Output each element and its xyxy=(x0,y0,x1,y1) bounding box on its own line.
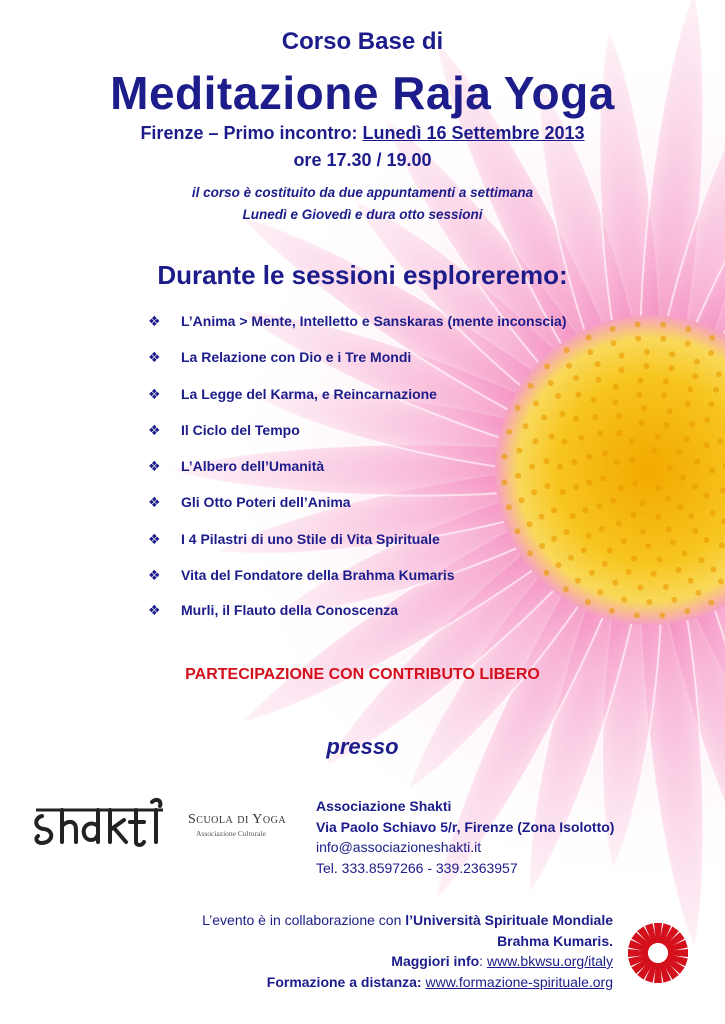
flower-stamen xyxy=(560,489,566,495)
flower-stamen xyxy=(555,393,561,399)
flower-stamen xyxy=(571,459,577,465)
flower-stamen xyxy=(506,429,512,435)
flower-stamen xyxy=(562,439,568,445)
flower-stamen xyxy=(708,350,714,356)
flower-stamen xyxy=(575,578,581,584)
flower-stamen xyxy=(668,365,674,371)
flower-stamen xyxy=(573,416,579,422)
flower-stamen xyxy=(687,387,693,393)
flower-stamen xyxy=(587,349,593,355)
flower-stamen xyxy=(614,459,620,465)
flower-stamen xyxy=(713,387,719,393)
topic-item: ❖ Il Ciclo del Tempo xyxy=(148,422,300,438)
flower-stamen xyxy=(595,361,601,367)
footer-block xyxy=(202,910,613,992)
flower-stamen xyxy=(666,526,672,532)
topic-item: ❖ Gli Otto Poteri dell’Anima xyxy=(148,494,351,510)
school-subtitle: Associazione Culturale xyxy=(196,829,266,838)
flower-stamen xyxy=(631,556,637,562)
flower-stamen xyxy=(626,569,632,575)
flower-stamen xyxy=(667,408,673,414)
flower-stamen xyxy=(564,347,570,353)
flower-stamen xyxy=(680,475,686,481)
flower-stamen xyxy=(515,405,521,411)
flower-stamen xyxy=(581,547,587,553)
flower-stamen xyxy=(531,489,537,495)
date-line xyxy=(0,123,725,144)
flower-stamen xyxy=(611,340,617,346)
flower-stamen xyxy=(599,526,605,532)
flower-stamen xyxy=(515,473,521,479)
flower-stamen xyxy=(582,507,588,513)
flower-stamen xyxy=(519,497,525,503)
flower-stamen xyxy=(589,570,595,576)
flower-stamen xyxy=(539,543,545,549)
topic-item: ❖ La Legge del Karma, e Reincarnazione xyxy=(148,385,437,402)
flower-stamen xyxy=(578,435,584,441)
flower-stamen xyxy=(610,498,616,504)
flower-stamen xyxy=(685,401,691,407)
flower-stamen xyxy=(502,479,508,485)
diamond-bullet-icon: ❖ xyxy=(148,313,161,329)
flower-stamen xyxy=(596,377,602,383)
flower-stamen xyxy=(563,586,569,592)
diamond-bullet-icon: ❖ xyxy=(148,602,161,618)
flower-stamen xyxy=(640,529,646,535)
flower-stamen xyxy=(559,411,565,417)
collaboration-org-line: Brahma Kumaris. xyxy=(497,932,613,949)
flower-stamen xyxy=(591,397,597,403)
flower-stamen xyxy=(646,599,652,605)
flower-stamen xyxy=(629,438,635,444)
topic-item: ❖ L’Albero dell’Umanità xyxy=(148,458,325,474)
flower-stamen xyxy=(663,378,669,384)
flower-stamen xyxy=(602,561,608,567)
flower-stamen xyxy=(527,521,533,527)
flower-stamen xyxy=(689,421,695,427)
flower-stamen xyxy=(670,539,676,545)
flower-stamen xyxy=(685,341,691,347)
flower-stamen xyxy=(619,367,625,373)
flower-stamen xyxy=(551,507,557,513)
flower-stamen xyxy=(636,392,642,398)
diamond-bullet-icon: ❖ xyxy=(148,530,161,547)
time-line: ore 17.30 / 19.00 xyxy=(293,150,432,170)
school-name: Scuola di Yoga xyxy=(188,812,287,827)
schedule-note-line2: Lunedì e Giovedì e dura otto sessioni xyxy=(242,207,483,222)
flower-stamen xyxy=(657,557,663,563)
flower-stamen xyxy=(586,533,592,539)
flower-stamen xyxy=(609,608,615,614)
flower-stamen xyxy=(527,550,533,556)
flower-stamen xyxy=(637,378,643,384)
distance-line: Formazione a distanza: www.formazione-spirituale.org xyxy=(266,973,613,990)
flower-stamen xyxy=(548,380,554,386)
flower-stamen xyxy=(719,542,725,548)
flower-stamen xyxy=(602,450,608,456)
flower-stamen xyxy=(566,363,572,369)
flower-stamen xyxy=(708,600,714,606)
contribution-notice: PARTECIPAZIONE CON CONTRIBUTO LIBERO xyxy=(185,666,540,683)
flower-stamen xyxy=(555,562,561,568)
distance-link[interactable]: www.formazione-spirituale.org xyxy=(425,973,613,990)
collaboration-line: L’evento è in collaborazione con l’Università Spirituale Mondiale xyxy=(202,912,613,928)
flower-stamen xyxy=(639,500,645,506)
flower-stamen xyxy=(710,510,716,516)
flower-stamen xyxy=(612,399,618,405)
venue-phone: Tel. 333.8597266 - 339.2363957 xyxy=(316,859,518,876)
date-value: Lunedì 16 Settembre 2013 xyxy=(362,123,585,143)
diamond-bullet-icon: ❖ xyxy=(148,349,161,365)
flower-stamen xyxy=(635,322,641,328)
page-title: Meditazione Raja Yoga xyxy=(110,67,615,119)
flower-stamen xyxy=(568,555,574,561)
diamond-bullet-icon: ❖ xyxy=(148,494,161,510)
flower-stamen xyxy=(663,584,669,590)
info-line: Maggiori info: www.bkwsu.org/italy xyxy=(391,953,613,969)
flower-stamen xyxy=(704,442,710,448)
topic-item: ❖ La Relazione con Dio e i Tre Mondi xyxy=(148,349,412,365)
flower-stamen xyxy=(610,326,616,332)
flower-stamen xyxy=(616,521,622,527)
flower-stamen xyxy=(573,375,579,381)
flower-stamen xyxy=(675,567,681,573)
date-prefix: Firenze – Primo incontro: xyxy=(140,123,363,143)
schedule-note-line1: il corso è costituito da due appuntamenti a settimana xyxy=(191,185,534,200)
flower-stamen xyxy=(709,335,715,341)
flower-stamen xyxy=(621,538,627,544)
flower-stamen xyxy=(586,454,592,460)
flower-stamen xyxy=(541,415,547,421)
flower-stamen xyxy=(544,363,550,369)
flower-stamen xyxy=(644,349,650,355)
flower-stamen xyxy=(692,373,698,379)
flower-stamen xyxy=(637,585,643,591)
topic-item: ❖ L’Anima > Mente, Intelletto e Sanskaras (mente inconscia) xyxy=(148,313,567,329)
flower-stamen xyxy=(651,571,657,577)
venue-email[interactable]: info@associazioneshakti.it xyxy=(316,839,482,855)
diamond-bullet-icon: ❖ xyxy=(148,422,161,438)
flower-stamen xyxy=(664,422,670,428)
flower-stamen xyxy=(575,392,581,398)
flower-stamen xyxy=(684,436,690,442)
flower-stamen xyxy=(533,438,539,444)
flower-stamen xyxy=(592,414,598,420)
flower-stamen xyxy=(551,536,557,542)
flower-stamen xyxy=(655,485,661,491)
flower-stamen xyxy=(630,457,636,463)
flower-stamen xyxy=(533,400,539,406)
flower-stamen xyxy=(557,464,563,470)
course-subtitle: Corso Base di xyxy=(281,28,444,55)
flower-stamen xyxy=(711,567,717,573)
venue-name: Associazione Shakti xyxy=(316,798,452,814)
flower-stamen xyxy=(641,405,647,411)
flower-stamen xyxy=(692,484,698,490)
flower-stamen xyxy=(597,589,603,595)
flower-stamen xyxy=(699,557,705,563)
diamond-bullet-icon: ❖ xyxy=(148,385,161,402)
flower-stamen xyxy=(586,480,592,486)
flower-stamen xyxy=(639,420,645,426)
flower-stamen xyxy=(597,430,603,436)
flower-stamen xyxy=(634,612,640,618)
flower-stamen xyxy=(600,475,606,481)
flower-stamen xyxy=(506,504,512,510)
shakti-logo xyxy=(32,796,167,858)
flower-stamen xyxy=(694,459,700,465)
flower-stamen xyxy=(607,548,613,554)
flower-stamen xyxy=(516,448,522,454)
flower-stamen xyxy=(597,503,603,509)
flower-stamen xyxy=(539,514,545,520)
flower-stamen xyxy=(616,430,622,436)
flower-stamen xyxy=(667,465,673,471)
info-link[interactable]: www.bkwsu.org/italy xyxy=(486,953,613,969)
flower-stamen xyxy=(528,383,534,389)
flower-stamen xyxy=(669,351,675,357)
flower-stamen xyxy=(544,483,550,489)
topic-item: ❖ Murli, il Flauto della Conoscenza xyxy=(148,602,399,618)
flower-stamen xyxy=(660,336,666,342)
flower-stamen xyxy=(704,417,710,423)
flower-stamen xyxy=(621,597,627,603)
flower-stamen xyxy=(655,434,661,440)
flower-stamen xyxy=(659,613,665,619)
flower-stamen xyxy=(632,480,638,486)
flower-stamen xyxy=(681,550,687,556)
diamond-bullet-icon: ❖ xyxy=(148,458,161,474)
flower-stamen xyxy=(515,528,521,534)
flower-stamen xyxy=(573,484,579,490)
flower-stamen xyxy=(688,578,694,584)
flower-stamen xyxy=(717,438,723,444)
flower-stamen xyxy=(630,512,636,518)
flower-stamen xyxy=(685,326,691,332)
flower-stamen xyxy=(684,608,690,614)
section-heading: Durante le sessioni esploreremo: xyxy=(157,260,568,290)
flower-stamen xyxy=(549,434,555,440)
flower-stamen xyxy=(529,464,535,470)
topic-item: ❖ Vita del Fondatore della Brahma Kumaris xyxy=(148,567,455,583)
flower-stamen xyxy=(643,363,649,369)
flower-stamen xyxy=(704,493,710,499)
flower-stamen xyxy=(688,513,694,519)
diamond-bullet-icon: ❖ xyxy=(148,567,161,583)
flower-stamen xyxy=(665,496,671,502)
venue-address: Via Paolo Schiavo 5/r, Firenze (Zona Isolotto) xyxy=(316,818,615,835)
flower-stamen xyxy=(564,529,570,535)
flower-stamen xyxy=(543,458,549,464)
flower-stamen xyxy=(645,543,651,549)
flower-stamen xyxy=(671,597,677,603)
flower-stamen xyxy=(694,359,700,365)
flower-stamen xyxy=(612,580,618,586)
flower-stamen xyxy=(676,449,682,455)
venue-address-block xyxy=(316,796,614,878)
flower-stamen xyxy=(695,590,701,596)
flower-stamen xyxy=(703,537,709,543)
flower-stamen xyxy=(709,467,715,473)
flower-stamen xyxy=(708,401,714,407)
flower-stamen xyxy=(651,447,657,453)
flower-stamen xyxy=(661,392,667,398)
flower-stamen xyxy=(619,353,625,359)
flower-stamen xyxy=(692,528,698,534)
flower-stamen xyxy=(718,578,724,584)
flower-stamen xyxy=(502,454,508,460)
flower-stamen xyxy=(613,384,619,390)
flower-stamen xyxy=(616,413,622,419)
flower-stamen xyxy=(586,335,592,341)
flower-stamen xyxy=(618,485,624,491)
flower-stamen xyxy=(655,514,661,520)
flower-stamen xyxy=(635,336,641,342)
flower-stamen xyxy=(585,599,591,605)
flower-stamen xyxy=(660,322,666,328)
venue-label: presso xyxy=(326,734,399,759)
flower-stamen xyxy=(570,513,576,519)
brahma-kumaris-logo xyxy=(626,921,690,985)
flower-stamen xyxy=(523,423,529,429)
topic-item: ❖ I 4 Pilastri di uno Stile di Vita Spirituale xyxy=(148,530,440,547)
flower-stamen xyxy=(543,570,549,576)
flower-stamen xyxy=(716,371,722,377)
flower-stamen xyxy=(678,504,684,510)
